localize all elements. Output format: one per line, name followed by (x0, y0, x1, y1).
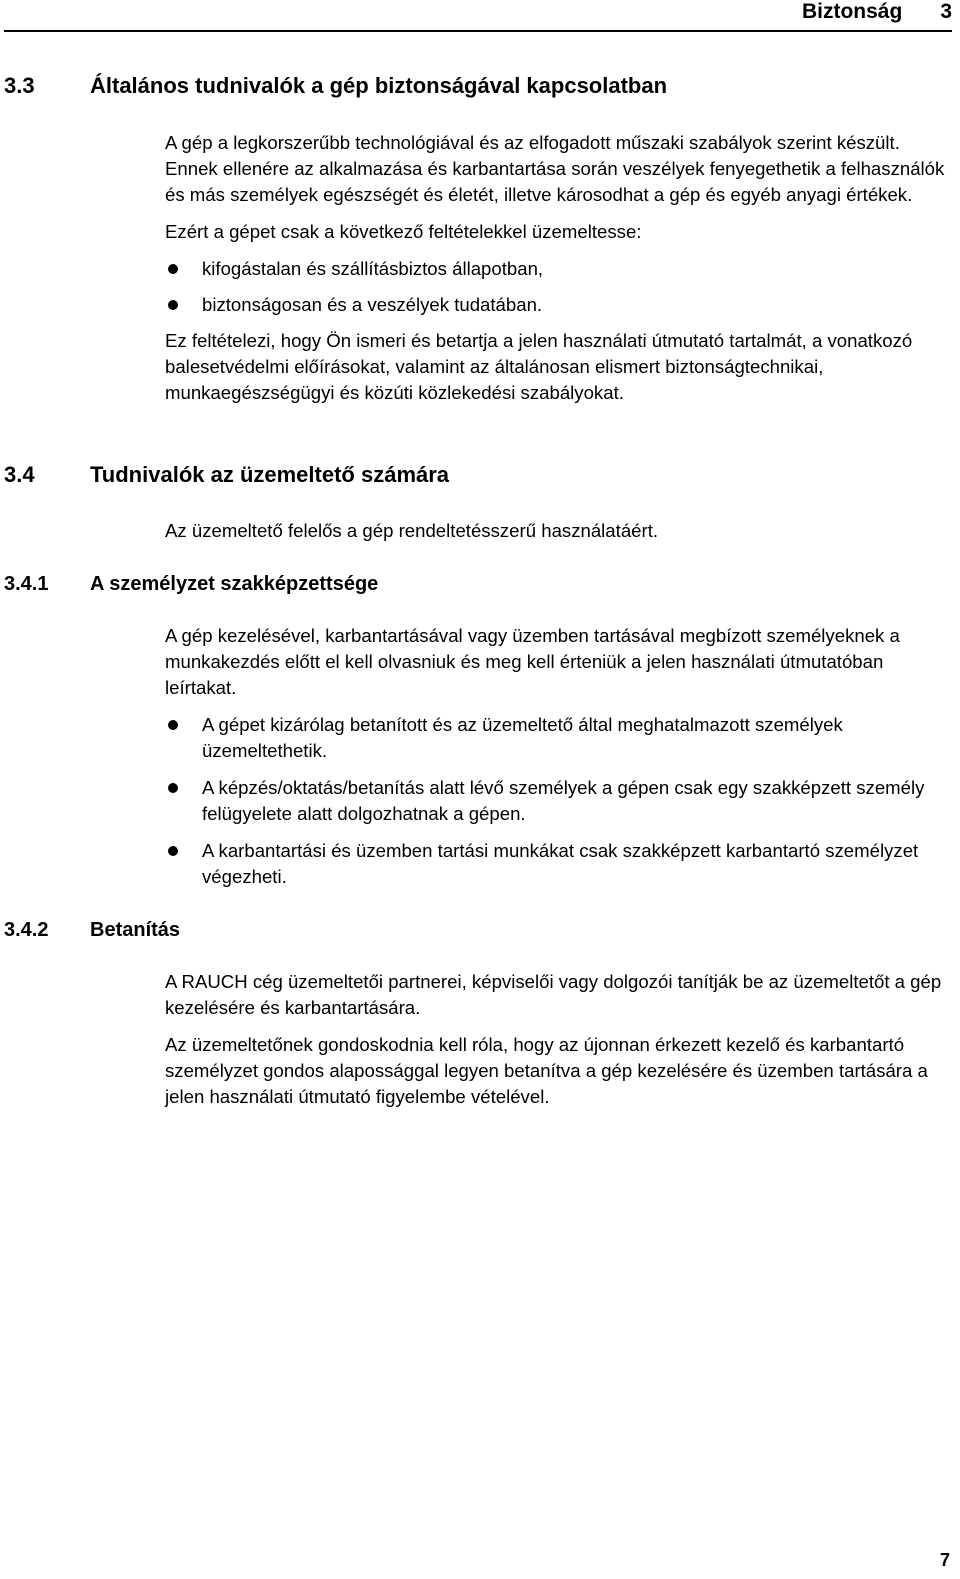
header-chapter-number: 3 (940, 0, 952, 23)
paragraph: Az üzemeltető felelős a gép rendeltetésszerű használatáért. (165, 520, 659, 541)
paragraph: Ez feltételezi, hogy Ön ismeri és betartja a jelen használati útmutató tartalmát, a vonatkozó balesetvédelmi előírásokat, valamint az általánosan elismert biztonságtechnikai, munkaegészségügyi és közúti közlekedési szabályokat. (165, 330, 913, 403)
section-title: Általános tudnivalók a gép biztonságával kapcsolatban (90, 73, 668, 98)
list-item: A gépet kizárólag betanított és az üzemeltető által meghatalmazott személyek üzemeltethetik. (165, 712, 951, 764)
paragraph: Az üzemeltetőnek gondoskodnia kell róla, hogy az újonnan érkezett kezelő és karbantartó személyzet gondos alapossággal legyen betanítva a gép kezelésére és üzemben tartására a jelen használati útmutató figyelembe vételével. (165, 1034, 928, 1107)
section-title: Betanítás (90, 919, 181, 941)
header-rule (4, 30, 952, 32)
bullet-list (165, 712, 951, 890)
section-3-3-body (165, 130, 951, 406)
section-number: 3.4.1 (4, 573, 49, 595)
section-3-4-2-heading (4, 917, 180, 943)
list-item: biztonságosan és a veszélyek tudatában. (165, 292, 951, 318)
section-3-4-1-body (165, 623, 951, 890)
section-3-4-1-heading (4, 571, 378, 597)
list-item: kifogástalan és szállításbiztos állapotban, (165, 256, 951, 282)
section-3-4-heading (4, 462, 449, 488)
section-3-4-2-body (165, 969, 951, 1110)
section-3-3-heading (4, 73, 667, 99)
running-header (802, 0, 952, 24)
paragraph: A RAUCH cég üzemeltetői partnerei, képviselői vagy dolgozói tanítják be az üzemeltetőt a gép kezelésére és karbantartására. (165, 971, 942, 1018)
paragraph: Ezért a gépet csak a következő feltételekkel üzemeltesse: (165, 221, 642, 242)
list-item: A képzés/oktatás/betanítás alatt lévő személyek a gépen csak egy szakképzett személy felügyelete alatt dolgozhatnak a gépen. (165, 775, 951, 827)
bullet-list (165, 256, 951, 318)
section-3-4-body (165, 518, 951, 544)
paragraph: A gép a legkorszerűbb technológiával és az elfogadott műszaki szabályok szerint készült. Ennek ellenére az alkalmazása és karbantartása során veszélyek fenyegethetik a felhasználók és más személyek egészségét és életét, illetve károsodhat a gép és egyéb anyagi értékek. (165, 132, 945, 205)
section-number: 3.3 (4, 73, 35, 98)
list-item: A karbantartási és üzemben tartási munkákat csak szakképzett karbantartó személyzet végezheti. (165, 838, 951, 890)
paragraph: A gép kezelésével, karbantartásával vagy üzemben tartásával megbízott személyeknek a munkakezdés előtt el kell olvasniuk és meg kell érteniük a jelen használati útmutatóban leírtakat. (165, 625, 900, 698)
section-title: A személyzet szakképzettsége (90, 573, 379, 595)
section-number: 3.4.2 (4, 919, 49, 941)
section-number: 3.4 (4, 462, 35, 487)
header-title: Biztonság (801, 0, 903, 23)
page-number: 7 (939, 1550, 950, 1570)
section-title: Tudnivalók az üzemeltető számára (90, 462, 450, 487)
